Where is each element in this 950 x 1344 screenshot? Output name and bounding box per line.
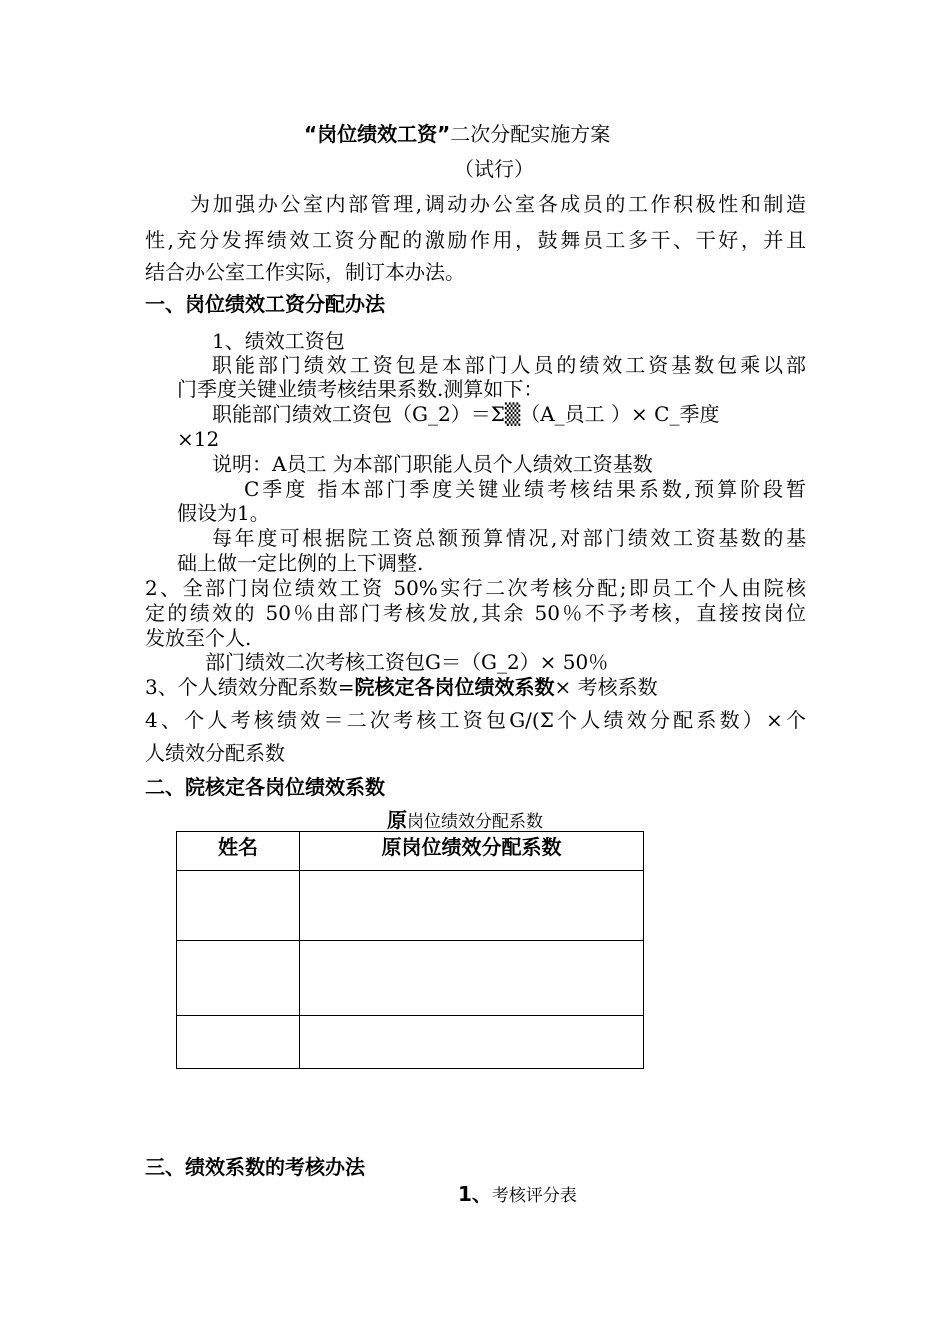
section3-heading: 三、绩效系数的考核办法 — [145, 1155, 365, 1179]
intro-line-2: 性,充分发挥绩效工资分配的激励作用，鼓舞员工多干、干好，并且 — [145, 228, 806, 252]
item3-line — [145, 675, 658, 699]
title-quoted: “岗位绩效工资” — [304, 122, 451, 146]
item1-title: 1、绩效工资包 — [212, 329, 345, 353]
caption-rest: 岗位绩效分配系数 — [407, 812, 543, 832]
item3-prefix: 3、个人绩效分配系数= — [145, 675, 355, 699]
section3-subtitle — [458, 1182, 577, 1208]
item1-line-2: 门季度关键业绩考核结果系数.测算如下： — [177, 377, 544, 401]
item2-line-2: 定的绩效的 50％由部门考核发放,其余 50％不予考核，直接按岗位 — [145, 601, 806, 625]
coefficient-table — [176, 831, 644, 1069]
item1-note-2: C季度 指本部门季度关键业绩考核结果系数,预算阶段暂 — [244, 477, 806, 501]
document-title — [304, 122, 610, 146]
item1-formula-cont: ×12 — [177, 427, 220, 451]
item3-suffix: × 考核系数 — [554, 675, 658, 699]
item3-bold: 院核定各岗位绩效系数 — [354, 675, 555, 699]
item2-line-3: 发放至个人. — [145, 626, 252, 650]
table-cell[interactable] — [177, 941, 300, 1016]
item1-note-1: 说明：A员工 为本部门职能人员个人绩效工资基数 — [212, 452, 653, 476]
item2-line-1: 2、全部门岗位绩效工资 50%实行二次考核分配;即员工个人由院核 — [145, 576, 806, 600]
table-row — [177, 871, 644, 941]
document-subtitle: （试行） — [454, 157, 534, 181]
table-cell[interactable] — [177, 871, 300, 941]
intro-line-3: 结合办公室工作实际，制订本办法。 — [145, 260, 465, 284]
item1-line-1: 职能部门绩效工资包是本部门人员的绩效工资基数包乘以部 — [212, 353, 806, 377]
item1-adjust-2: 础上做一定比例的上下调整. — [177, 551, 424, 575]
header-coefficient: 原岗位绩效分配系数 — [300, 832, 644, 871]
item1-note-3: 假设为1。 — [177, 501, 270, 525]
item4-line-1: 4、个人考核绩效＝二次考核工资包G/(Σ个人绩效分配系数）×个 — [145, 708, 806, 732]
table-cell[interactable] — [300, 1016, 644, 1069]
section1-heading: 一、岗位绩效工资分配办法 — [145, 292, 385, 316]
title-rest: 二次分配实施方案 — [450, 122, 611, 146]
item1-adjust-1: 每年度可根据院工资总额预算情况,对部门绩效工资基数的基 — [212, 526, 806, 550]
header-name: 姓名 — [177, 832, 300, 871]
table-cell[interactable] — [300, 871, 644, 941]
item2-formula: 部门绩效二次考核工资包G＝（G_2）× 50％ — [205, 650, 609, 674]
table-header-row — [177, 832, 644, 871]
table-cell[interactable] — [300, 941, 644, 1016]
section2-heading: 二、院核定各岗位绩效系数 — [145, 775, 385, 799]
table-cell[interactable] — [177, 1016, 300, 1069]
sub-text: 考核评分表 — [491, 1186, 577, 1206]
sub-num: 1、 — [458, 1182, 492, 1206]
caption-bold: 原 — [387, 808, 407, 832]
intro-line-1: 为加强办公室内部管理,调动办公室各成员的工作积极性和制造 — [190, 192, 806, 216]
item1-formula: 职能部门绩效工资包（G_2）＝Σ▒（A_员工 ）× C_季度 — [212, 402, 720, 426]
table-row — [177, 1016, 644, 1069]
item4-line-2: 人绩效分配系数 — [145, 741, 285, 765]
table-row — [177, 941, 644, 1016]
